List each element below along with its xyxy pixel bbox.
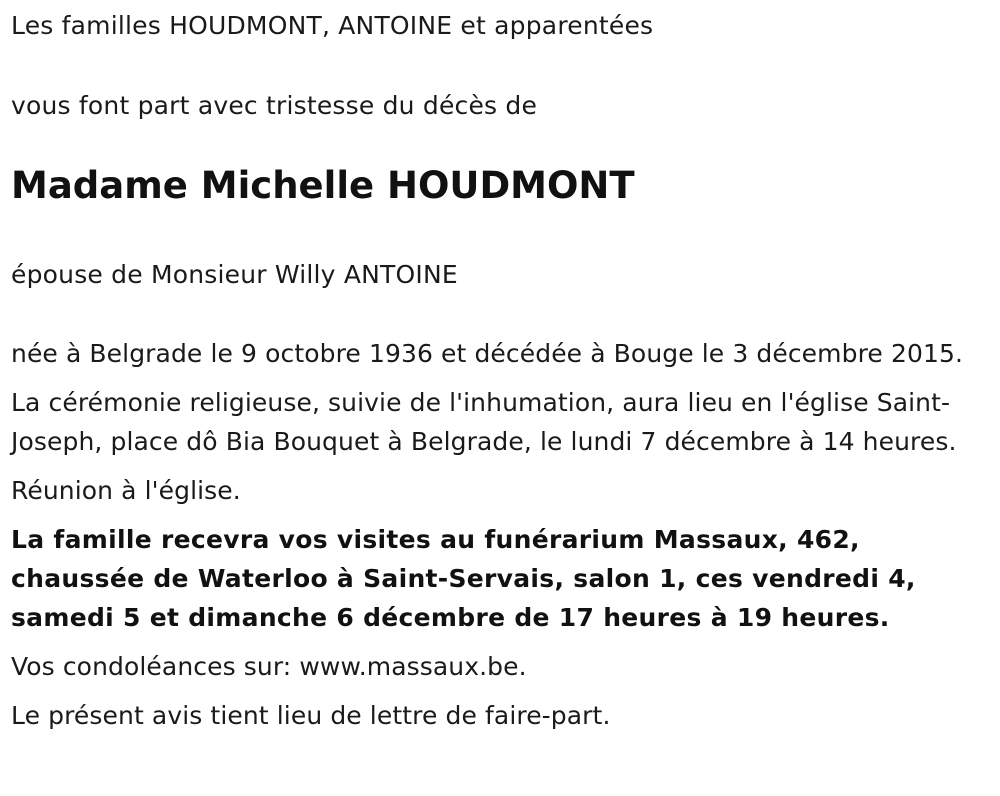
- notice-body: [11, 334, 993, 735]
- deceased-name: Madame Michelle HOUDMONT: [11, 164, 635, 207]
- birth-death-paragraph: née à Belgrade le 9 octobre 1936 et décédée à Bouge le 3 décembre 2015.: [11, 339, 964, 368]
- condolences-paragraph: Vos condoléances sur: www.massaux.be.: [11, 652, 527, 681]
- meeting-paragraph: Réunion à l'église.: [11, 476, 241, 505]
- spouse-line: épouse de Monsieur Willy ANTOINE: [11, 260, 458, 289]
- closing-paragraph: Le présent avis tient lieu de lettre de faire-part.: [11, 701, 611, 730]
- announcement-line: vous font part avec tristesse du décès de: [11, 91, 538, 120]
- visits-paragraph: La famille recevra vos visites au funérarium Massaux, 462, chaussée de Waterloo à Saint-Servais, salon 1, ces vendredi 4, samedi 5 et dimanche 6 décembre de 17 heures à 19 heures.: [11, 525, 916, 632]
- ceremony-paragraph: La cérémonie religieuse, suivie de l'inhumation, aura lieu en l'église Saint-Joseph, place dô Bia Bouquet à Belgrade, le lundi 7 décembre à 14 heures.: [11, 388, 957, 456]
- families-intro: Les familles HOUDMONT, ANTOINE et apparentées: [11, 11, 654, 40]
